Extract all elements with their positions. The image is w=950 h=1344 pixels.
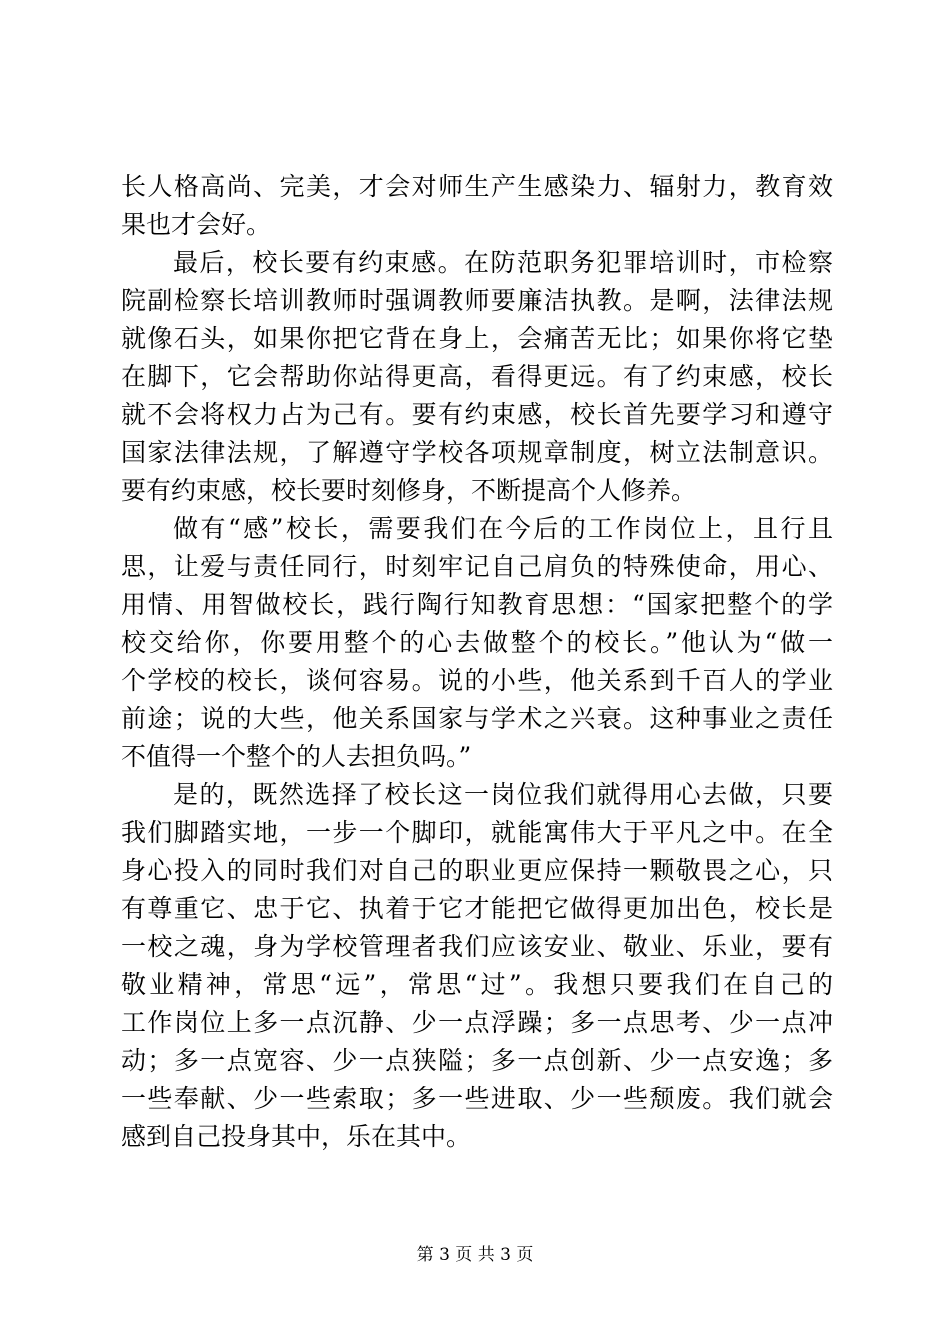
text-line: 就像石头，如果你把它背在身上，会痛苦无比；如果你将它垫	[121, 324, 833, 353]
document-body	[121, 168, 833, 1156]
page-footer: 第 3 页 共 3 页	[416, 1245, 534, 1265]
text-line: 敬业精神，常思“远”，常思“过”。我想只要我们在自己的	[121, 970, 833, 999]
text-line: 就不会将权力占为己有。要有约束感，校长首先要学习和遵守	[121, 400, 833, 429]
text-line: 思，让爱与责任同行，时刻牢记自己肩负的特殊使命，用心、	[121, 552, 833, 581]
text-line: 动；多一点宽容、少一点狭隘；多一点创新、少一点安逸；多	[121, 1046, 833, 1075]
text-line: 长人格高尚、完美，才会对师生产生感染力、辐射力，教育效	[121, 172, 833, 201]
text-line: 感到自己投身其中，乐在其中。	[121, 1122, 472, 1151]
text-line: 最后，校长要有约束感。在防范职务犯罪培训时，市检察	[173, 248, 833, 277]
text-line: 不值得一个整个的人去担负吗。”	[121, 742, 472, 771]
text-line: 个学校的校长，谈何容易。说的小些，他关系到千百人的学业	[121, 666, 833, 695]
text-line: 有尊重它、忠于它、执着于它才能把它做得更加出色，校长是	[121, 894, 833, 923]
text-line: 院副检察长培训教师时强调教师要廉洁执教。是啊，法律法规	[121, 286, 833, 315]
text-line: 用情、用智做校长，践行陶行知教育思想：“国家把整个的学	[121, 590, 833, 619]
text-line: 校交给你，你要用整个的心去做整个的校长。”他认为“做一	[121, 628, 833, 657]
text-line: 要有约束感，校长要时刻修身，不断提高个人修养。	[121, 476, 697, 505]
text-line: 在脚下，它会帮助你站得更高，看得更远。有了约束感，校长	[121, 362, 833, 391]
text-line: 工作岗位上多一点沉静、少一点浮躁；多一点思考、少一点冲	[121, 1008, 833, 1037]
text-line: 前途；说的大些，他关系国家与学术之兴衰。这种事业之责任	[121, 704, 833, 733]
text-line: 国家法律法规，了解遵守学校各项规章制度，树立法制意识。	[121, 438, 833, 467]
text-line: 做有“感”校长，需要我们在今后的工作岗位上，且行且	[173, 514, 833, 543]
text-line: 一校之魂，身为学校管理者我们应该安业、敬业、乐业，要有	[121, 932, 833, 961]
text-line: 果也才会好。	[121, 210, 272, 239]
text-line: 是的，既然选择了校长这一岗位我们就得用心去做，只要	[173, 780, 833, 809]
text-line: 身心投入的同时我们对自己的职业更应保持一颗敬畏之心，只	[121, 856, 833, 885]
text-line: 我们脚踏实地，一步一个脚印，就能寓伟大于平凡之中。在全	[121, 818, 833, 847]
text-line: 一些奉献、少一些索取；多一些进取、少一些颓废。我们就会	[121, 1084, 833, 1113]
